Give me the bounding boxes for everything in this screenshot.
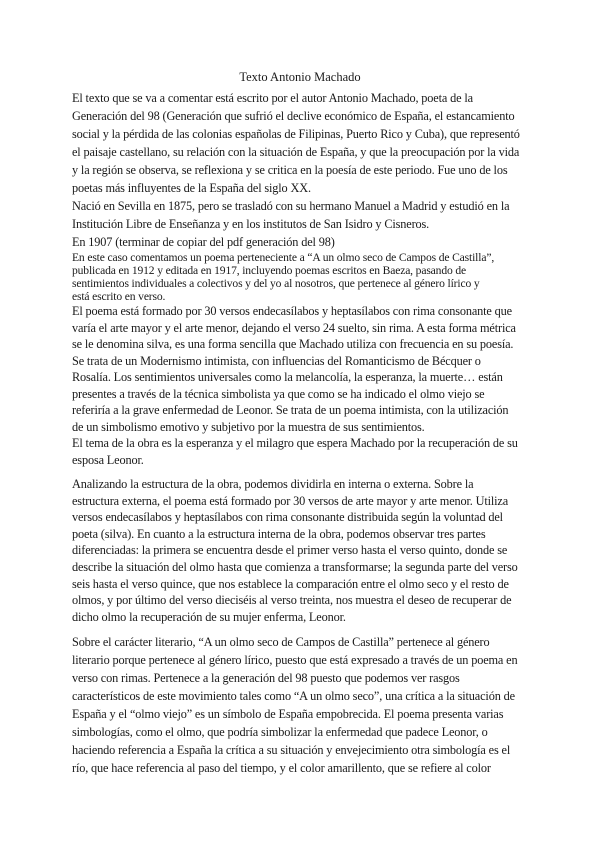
text-line: El tema de la obra es la esperanza y el milagro que espera Machado por la recuperación de su	[72, 436, 518, 450]
text-line: de un simbolismo emotivo y subjetivo por la muestra de sus sentimientos.	[72, 419, 425, 434]
text-line: presentes a través de la técnica simbolista ya que como se ha indicado el olmo viejo se	[72, 386, 485, 401]
text-line: verso con rimas. Pertenece a la generación del 98 puesto que podemos ver rasgos	[72, 671, 460, 685]
text-line: El texto que se va a comentar está escrito por el autor Antonio Machado, poeta de la	[72, 91, 473, 105]
text-line: dicho olmo la recuperación de su mujer enferma, Leonor.	[72, 609, 346, 624]
text-line: estructura externa, el poema está formado por 30 versos de arte mayor y arte menor. Utiliza	[72, 493, 509, 508]
text-line: En este caso comentamos un poema perteneciente a “A un olmo seco de Campos de Castilla”,	[72, 251, 495, 264]
text-line: publicada en 1912 y editada en 1917, incluyendo poemas escritos en Baeza, pasando de	[72, 264, 467, 277]
paragraph-biography	[72, 89, 542, 251]
text-line: Analizando la estructura de la obra, podemos dividirla en interna o externa. Sobre la	[72, 477, 474, 491]
text-line: Sobre el carácter literario, “A un olmo seco de Campos de Castilla” pertenece al género	[72, 635, 490, 649]
text-line: Generación del 98 (Generación que sufrió el declive económico de España, el estancamiento	[72, 109, 515, 123]
text-line: diferenciadas: la primera se encuentra desde el primer verso hasta el verso quinto, donde se	[72, 543, 508, 558]
text-line: olmos, y por último del verso dieciséis al verso treinta, nos muestra el deseo de recuperar de	[72, 593, 512, 608]
paragraph-poem-intro	[72, 251, 542, 468]
text-line: haciendo referencia a España la crítica a su situación y envejecimiento otra simbología es el	[72, 743, 511, 757]
text-line: sentimientos individuales a colectivos y del yo al nosotros, que pertenece al género lírico y	[72, 277, 480, 290]
text-line: describe la situación del olmo hasta que comienza a transformarse; la segunda parte del verso	[72, 559, 518, 574]
text-line: Institución Libre de Enseñanza y en los institutos de San Isidro y Cisneros.	[72, 217, 430, 231]
text-line: literario porque pertenece al género lírico, puesto que está expresado a través de un poema en	[72, 653, 518, 667]
text-line: En 1907 (terminar de copiar del pdf generación del 98)	[72, 235, 335, 249]
text-line: el paisaje castellano, su relación con la situación de España, y que la preocupación por la vida	[72, 145, 520, 159]
text-line: se le denomina silva, es una forma sencilla que Machado utiliza con frecuencia en su poesía.	[72, 337, 514, 351]
text-line: versos endecasílabos y heptasílabos con rima consonante distribuida según la voluntad del	[72, 510, 503, 525]
text-line: referiría a la grave enfermedad de Leonor. Se trata de un poema intimista, con la utilización	[72, 403, 509, 417]
text-line: y la región se observa, se reflexiona y se critica en la poesía de este periodo. Fue uno de los	[72, 163, 508, 177]
text-line: España y el “olmo viejo” es un símbolo de España empobrecida. El poema presenta varias	[72, 707, 504, 721]
text-line: está escrito en verso.	[72, 290, 166, 303]
text-line: social y la pérdida de las colonias españolas de Filipinas, Puerto Rico y Cuba), que representó	[72, 127, 520, 141]
text-line: Rosalía. Los sentimientos universales como la melancolía, la esperanza, la muerte… están	[72, 370, 503, 384]
text-line: esposa Leonor.	[72, 452, 144, 467]
document-title: Texto Antonio Machado	[239, 70, 361, 84]
text-line: río, que hace referencia al paso del tiempo, y el color amarillento, que se refiere al color	[72, 761, 491, 775]
text-line: varía el arte mayor y el arte menor, dejando el verso 24 suelto, sin rima. A esta forma métrica	[72, 320, 516, 335]
paragraph-literary-character	[72, 633, 542, 777]
text-line: seis hasta el verso quince, que nos establece la comparación entre el olmo seco y el resto de	[72, 576, 509, 591]
text-line: simbologías, como el olmo, que podría simbolizar la enfermedad que padece Leonor, o	[72, 725, 488, 739]
text-line: El poema está formado por 30 versos endecasílabos y heptasílabos con rima consonante que	[72, 304, 512, 318]
text-line: poetas más influyentes de la España del siglo XX.	[72, 181, 311, 195]
text-line: característicos de este movimiento tales como “A un olmo seco”, una crítica a la situación de	[72, 689, 515, 703]
text-line: Se trata de un Modernismo intimista, con influencias del Romanticismo de Bécquer o	[72, 353, 481, 368]
text-line: poeta (silva). En cuanto a la estructura interna de la obra, podemos observar tres partes	[72, 526, 486, 541]
paragraph-structure	[72, 476, 542, 625]
text-line: Nació en Sevilla en 1875, pero se trasladó con su hermano Manuel a Madrid y estudió en la	[72, 199, 510, 213]
